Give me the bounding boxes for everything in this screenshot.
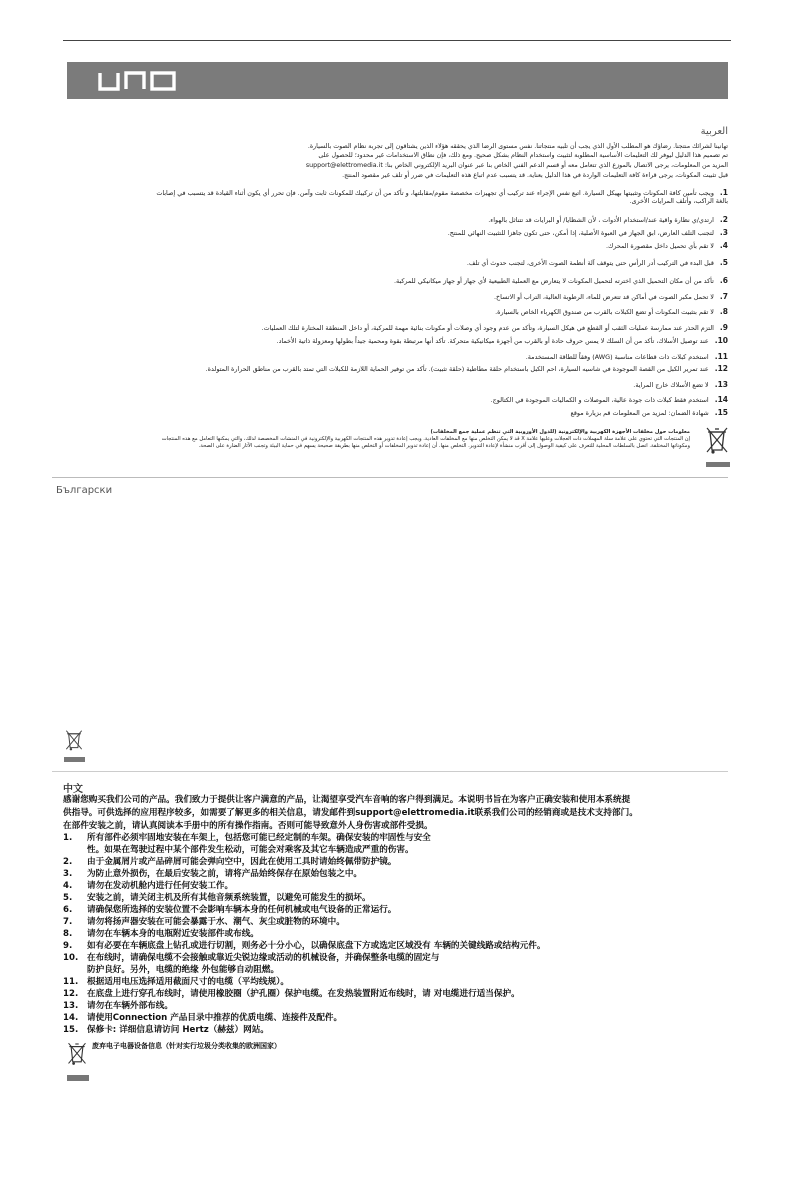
chinese-item: 5. 安装之前，请关闭主机及所有其他音频系统装置，以避免可能发生的损坏。 [63,893,371,903]
arabic-intro-4: قبل تثبيت المكونات، يرجى قراءة كافة التعليمات الواردة في هذا الدليل بعناية. قد يتسبب عدم اتباع هذه التعليمات في ضرر أو تلف غير مقصود المنتج. [342,172,728,179]
chinese-item: 15. 保修卡: 详细信息请访问 Hertz（赫兹）网站。 [63,1025,269,1035]
arabic-intro-1: تهانينا لشرائك منتجنا. رضاؤك هو المطلب الأول الذي يجب أن تلبيه منتجاتنا. نفس مستوى الرضا الذي يحققه هؤلاء الذين يشتاقون إلى تجربة نظام الصوت بالسيارة. [307,143,728,150]
section-title-bulgarian: Български [56,485,113,496]
arabic-weee-title: معلومات حول مخلفات الأجهزة الكهربية والإلكترونية (للدول الأوروبية التي تنظم عملية جمع المخلفات) [430,429,690,435]
weee-bin-icon [64,728,84,755]
chinese-intro-3: 在部件安装之前，请认真阅读本手册中的所有操作指南。否则可能导致意外人身伤害或部件受损。 [63,821,433,831]
arabic-item: 6.تأكد من أن مكان التحميل الذي اخترته لتحميل المكونات لا يتعارض مع العملية الطبيعية لأي جهاز أو جهاز ميكانيكي للمركبة. [393,276,728,285]
weee-bar [64,757,85,762]
arabic-item: 12.عند تمرير الكبل من القصة الموجودة في شاسيه السيارة، احم الكبل باستخدام حلقة مطاطية (حلقة تثبيت). تأكد من توفير الحماية اللازمة للكبلات التي تمتد بالقرب من مناطق الحرارة المتولدة. [205,364,728,373]
uno-logo [94,70,184,92]
weee-bar [706,462,730,467]
weee-bin-icon [66,1040,88,1070]
arabic-item: 7.لا تحمل مكبر الصوت في أماكن قد تتعرض للماء، الرطوبة العالية، التراب أو الاتساخ. [493,292,728,301]
chinese-intro-2: 供指导。可供选择的应用程序较多，如需要了解更多的相关信息，请发邮件到support@elettromedia.it联系我们公司的经销商或是技术支持部门。 [63,808,638,818]
chinese-item: 3. 为防止意外损伤，在最后安装之前，请将产品始终保存在原始包装之中。 [63,869,363,879]
arabic-item: 3.لتجنب التلف العارض، ابق الجهاز في العبوة الأصلية، إذا أمكن، حتى تكون جاهزا للتثبيت النهائي للمنتج. [447,228,728,237]
chinese-item: 9. 如有必要在车辆底盘上钻孔或进行切割，则务必十分小心，以确保底盘下方或选定区域没有 车辆的关键线路或结构元件。 [63,941,546,951]
chinese-item: 14. 请使用Connection 产品目录中推荐的优质电缆、连接件及配件。 [63,1013,343,1023]
chinese-intro-1: 感谢您购买我们公司的产品。我们致力于提供让客户满意的产品，让渴望享受汽车音响的客户得到满足。本说明书旨在为客户正确安装和使用本系统提 [63,795,631,805]
chinese-weee-text: 废弃电子电器设备信息（针对实行垃圾分类收集的欧洲国家） [92,1042,281,1050]
arabic-item: 11.استخدم كبلات ذات قطاعات مناسبة (AWG) وفقاً للطاقة المستخدمة. [525,352,728,361]
section-title-chinese: 中文 [63,784,83,795]
arabic-item: 2.ارتدي/ي نظارة واقية عند/استخدام الأدوات ، لأن الشظايا/ أو البرايات قد تتناثل بالهواء. [488,215,728,224]
brand-banner [67,62,728,99]
chinese-item: 6. 请确保您所选择的安装位置不会影响车辆本身的任何机械或电气设备的正常运行。 [63,905,397,915]
chinese-item: 防护良好。另外，电缆的绝缘 外包能够自动阻燃。 [87,965,280,975]
top-rule [63,40,731,41]
section-title-arabic: العربية [700,126,728,137]
arabic-item: 4.لا تقم بأي تحميل داخل مقصورة المحرك. [606,241,728,250]
svg-text:UNO: UNO [94,70,97,71]
weee-bar [67,1075,89,1081]
arabic-item: 9.التزم الحذر عند ممارسة عمليات الثقب أو القطع في هيكل السيارة، وتأكد من عدم وجود أي وصلات أو مكونات بنائية مهمة للمركبة، أو داخل المنطقة المختارة لتلك العمليات. [261,323,728,332]
weee-bin-icon [704,425,730,459]
arabic-item: 10.عند توصيل الأسلاك، تأكد من أن السلك لا يمس حروف حادة أو بالقرب من أجهزة ميكانيكية متحركة. تأكد أنها مرتبطة بقوة ومحمية جيداً بطولها ومعزولة ذاتية الأخماد. [276,336,728,345]
arabic-item: 8.لا تقم بتثبيت المكونات أو تضع الكبلات بالقرب من صندوق الكهرباء الخاص بالسيارة. [495,307,728,316]
chinese-item: 1. 所有部件必须牢固地安装在车架上，包括您可能已经定制的车架。确保安装的牢固性与安全 [63,833,431,843]
section-divider [52,771,728,772]
arabic-intro-3: المزيد من المعلومات، يرجى الاتصال بالموزع الذي تتعامل معه أو قسم الدعم الفني الخاص بنا عبر عنوان البريد الإلكتروني الخاص بنا: support@elettromedia.it [305,162,728,169]
arabic-item: 5.قبل البدء في التركيب أدر الرأس حتى يتوقف آلة أنظمة الصوت الأخرى، لتجنب حدوث أي تلف. [466,258,728,267]
chinese-item: 性。如果在驾驶过程中某个部件发生松动，可能会对乘客及其它车辆造成严重的伤害。 [87,845,414,855]
chinese-item: 8. 请勿在车辆本身的电瓶附近安装部件或布线。 [63,929,259,939]
arabic-item: 14.استخدم فقط كبلات ذات جودة عالية، الموصلات و الكماليات الموجودة في الكتالوج. [490,395,728,404]
chinese-item: 10. 在布线时，请确保电缆不会接触或靠近尖锐边缘或活动的机械设备，并确保整条电缆的固定与 [63,953,440,963]
chinese-item: 7. 请勿将扬声器安装在可能会暴露于水、潮气、灰尘或脏物的环境中。 [63,917,345,927]
chinese-item: 12. 在底盘上进行穿孔布线时，请使用橡胶圈（护孔圈）保护电缆。在发热装置附近布线时，请 对电缆进行适当保护。 [63,989,520,999]
arabic-item: 1.ويجب تأمين كافة المكونات وتثبيتها بهيكل السيارة. اتبع نفس الإجراء عند تركيب أي تجهيزات مخصصة مقوم/مقابلتها، و تأكد من أن تركيبك للمكونات ثابت وآمن. فإن تحرر أي يكون أثناء القيادة قد يتسبب في إصابات بالغة الراكب، وأتلف المرايات الأخرى. [156,188,728,205]
arabic-item: 13.لا تضع الأسلاك خارج المراية. [633,380,728,389]
section-divider [52,477,728,478]
arabic-intro-2: تم تصميم هذا الدليل ليوفر لك التعليمات الأساسية المطلوبة لتثبيت واستخدام النظام بشكل صحيح. ومع ذلك، فإن نطاق الاستخدامات غير محدود؛ للحصول على [318,152,728,159]
arabic-weee-text: إن المنتجات التي تحتوي على علامة سلة المهملات ذات العجلات وعليها علامة X قد لا يمكن التخلص منها مع المخلفات العادية. ويجب إعادة تدوير هذه المنتجات الكهربية والإلكترونية في المنشآت المخصصة لذلك، والتي يمكنها التعامل مع هذه المنتجات ومكوناتها المختلفة. اتصل بالسلطات المحلية للتعرف على كيفية الوصول إلى أقرب منشأة لإعادة التدوير. التخلص منها. أن إعادة تدوير المخلفات أو التخلص منها بطريقة صحيحة يسهم في حماية البيئة وتجنب الآثار الضارة على الصحة. [161,436,690,449]
chinese-item: 13. 请勿在车辆外部布线。 [63,1001,173,1011]
chinese-item: 2. 由于金属屑片或产品碎屑可能会弹向空中，因此在使用工具时请始终佩带防护镜。 [63,857,397,867]
chinese-item: 11. 根据适用电压选择适用截面尺寸的电缆（平均线规）。 [63,977,289,987]
arabic-item: 15.شهادة الضمان: لمزيد من المعلومات قم بزيارة موقع [570,408,728,417]
chinese-item: 4. 请勿在发动机舱内进行任何安装工作。 [63,881,234,891]
